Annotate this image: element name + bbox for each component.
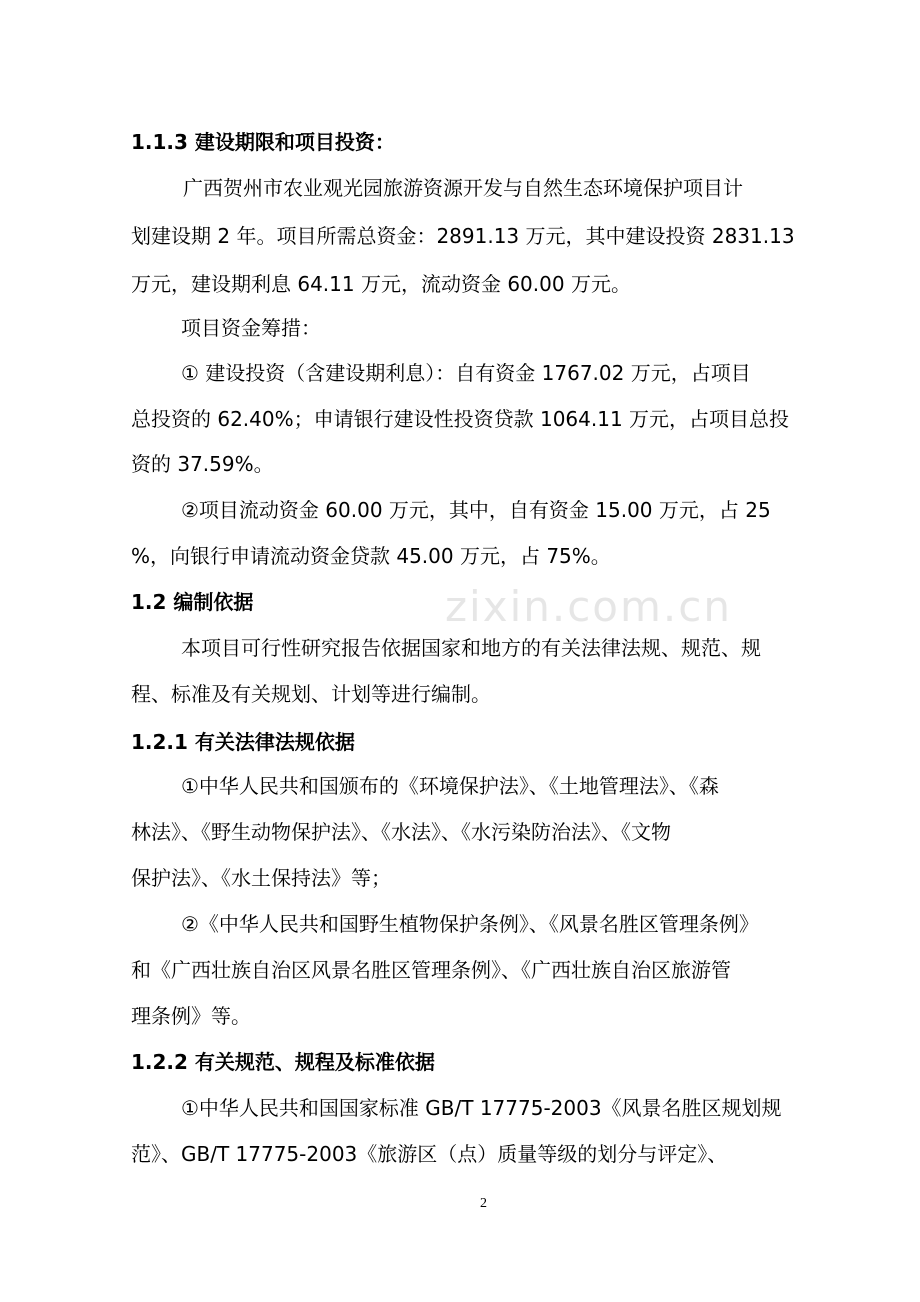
page-number: 2	[480, 1196, 487, 1211]
paragraph-line: 广西贺州市农业观光园旅游资源开发与自然生态环境保护项目计	[183, 176, 743, 200]
paragraph-line: ②《中华人民共和国野生植物保护条例》、《风景名胜区管理条例》	[181, 912, 759, 936]
paragraph-line: %，向银行申请流动资金贷款 45.00 万元，占 75%。	[131, 544, 611, 568]
paragraph-line: 万元，建设期利息 64.11 万元，流动资金 60.00 万元。	[131, 272, 631, 296]
paragraph-line: 项目资金筹措：	[181, 316, 321, 340]
paragraph-line: 程、标准及有关规划、计划等进行编制。	[131, 682, 491, 706]
section-1-2-2-heading: 1.2.2 有关规范、规程及标准依据	[131, 1050, 435, 1074]
paragraph-line: 范》、GB/T 17775-2003《旅游区（点）质量等级的划分与评定》、	[131, 1142, 728, 1166]
paragraph-line: ①中华人民共和国颁布的《环境保护法》、《土地管理法》、《森	[181, 774, 719, 798]
paragraph-line: 林法》、《野生动物保护法》、《水法》、《水污染防治法》、《文物	[131, 820, 671, 844]
paragraph-line: ① 建设投资（含建设期利息）：自有资金 1767.02 万元，占项目	[181, 361, 751, 385]
paragraph-line: 理条例》等。	[131, 1004, 251, 1028]
paragraph-line: ②项目流动资金 60.00 万元，其中，自有资金 15.00 万元，占 25	[181, 498, 771, 522]
paragraph-line: 保护法》、《水土保持法》等；	[131, 866, 391, 890]
paragraph-line: 和《广西壮族自治区风景名胜区管理条例》、《广西壮族自治区旅游管	[131, 958, 731, 982]
paragraph-line: ①中华人民共和国国家标准 GB/T 17775-2003《风景名胜区规划规	[181, 1096, 782, 1120]
paragraph-line: 总投资的 62.40%；申请银行建设性投资贷款 1064.11 万元，占项目总投	[131, 407, 790, 431]
paragraph-line: 本项目可行性研究报告依据国家和地方的有关法律法规、规范、规	[181, 636, 761, 660]
watermark: zixin.com.cn	[445, 582, 732, 631]
section-1-1-3-heading: 1.1.3 建设期限和项目投资：	[131, 130, 395, 154]
section-1-2-heading: 1.2 编制依据	[131, 590, 254, 614]
paragraph-line: 划建设期 2 年。项目所需总资金：2891.13 万元，其中建设投资 2831.13	[131, 224, 795, 248]
section-1-2-1-heading: 1.2.1 有关法律法规依据	[131, 730, 355, 754]
paragraph-line: 资的 37.59%。	[131, 452, 274, 476]
